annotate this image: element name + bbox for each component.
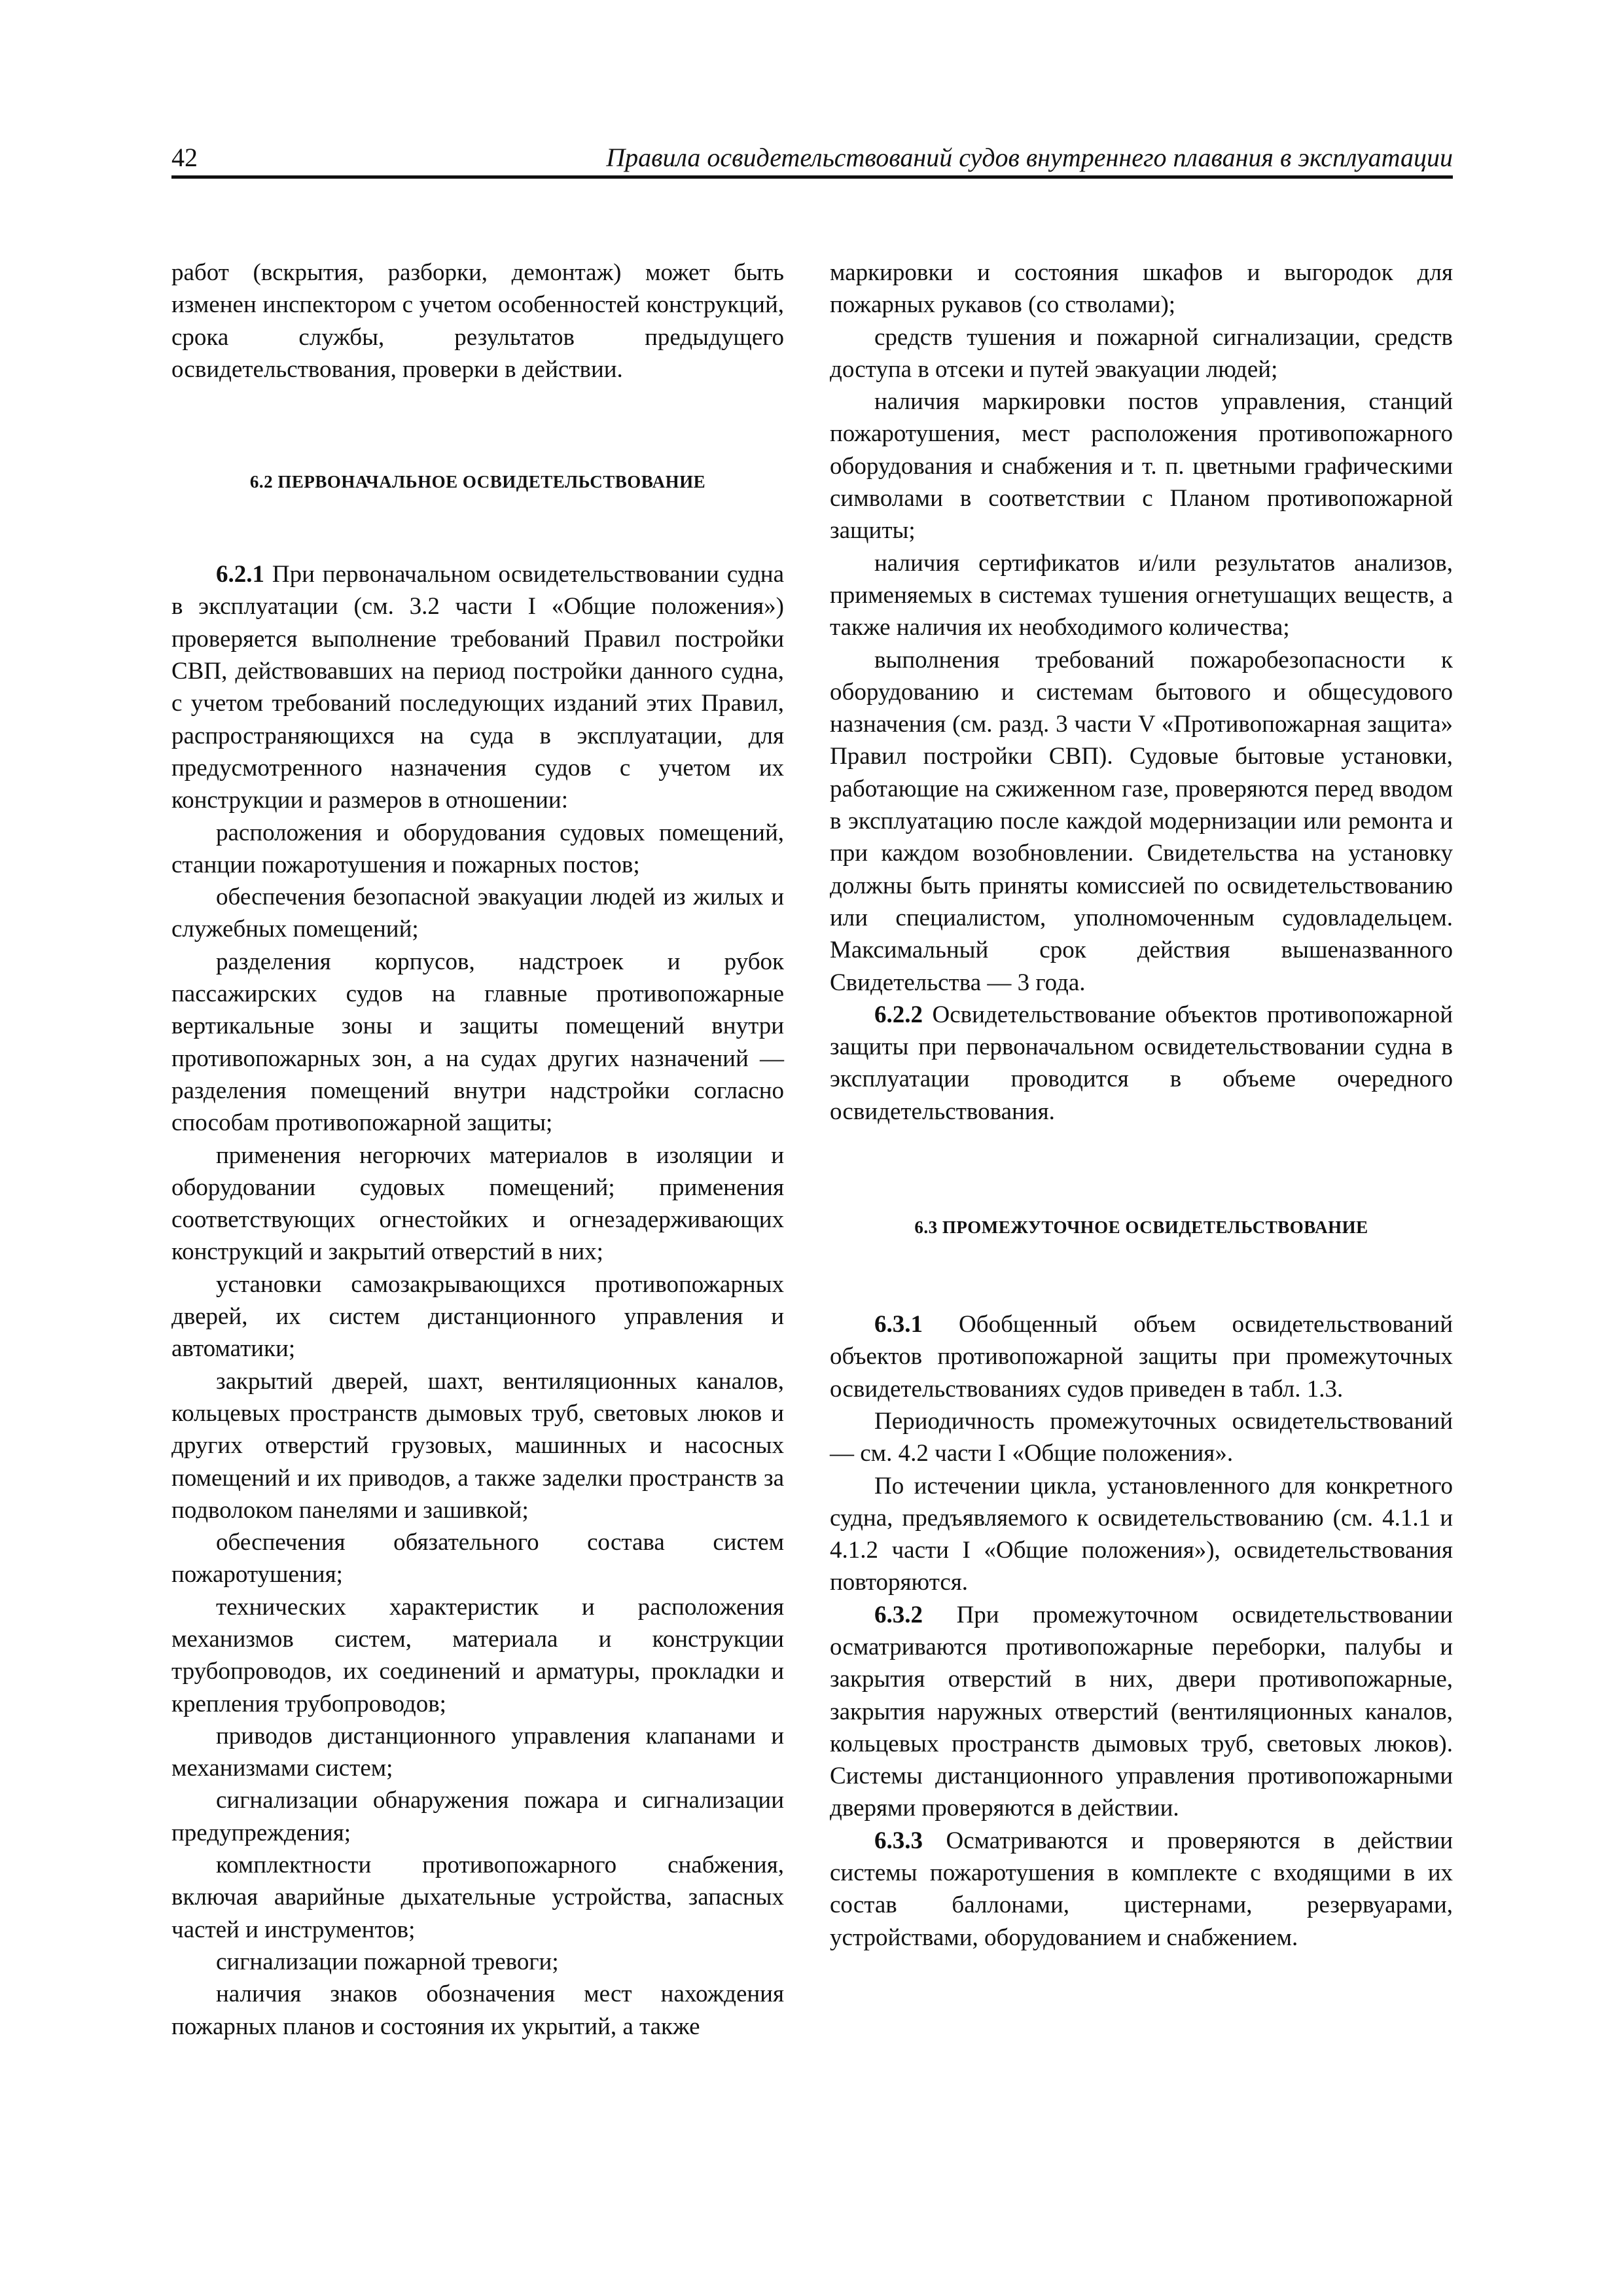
paragraph-number: 6.3.2	[874, 1601, 923, 1628]
paragraph-text: При промежуточном освидетельствовании осматриваются противопожарные переборки, палубы и закрытия отверстий в них, двери противопожарные, закрытия наружных отверстий (вентиляционных каналов, кольцевых пространств дымовых труб, световых люков). Системы дистанционного управления противопожарными дверями проверяются в действии.	[830, 1601, 1453, 1822]
page-header	[171, 141, 1453, 181]
list-item: разделения корпусов, надстроек и рубок пассажирских судов на главные противопожарные вертикальные зоны и защиты помещений внутри противопожарных зон, а на судах других назначений — разделения помещений внутри надстройки согласно способам противопожарной защиты;	[171, 948, 784, 1137]
paragraph-6-3-3	[830, 1825, 1453, 1954]
paragraph-number: 6.3.1	[874, 1311, 923, 1338]
paragraph-text: Освидетельствование объектов противопожарной защиты при первоначальном освидетельствовании судна в эксплуатации проводится в объеме очередного освидетельствования.	[830, 1001, 1453, 1125]
paragraph-6-2-2	[830, 999, 1453, 1128]
paragraph-text: Обобщенный объем освидетельствований объектов противопожарной защиты при промежуточных освидетельствованиях судов приведен в табл. 1.3.	[830, 1311, 1453, 1403]
list-item: сигнализации пожарной тревоги;	[216, 1948, 559, 1975]
list-item: наличия знаков обозначения мест нахождения пожарных планов и состояния их укрытий, а также	[171, 1981, 784, 2040]
list-item: обеспечения безопасной эвакуации людей из жилых и служебных помещений;	[171, 884, 784, 943]
list-item: приводов дистанционного управления клапанами и механизмами систем;	[171, 1722, 784, 1782]
list-item: средств тушения и пожарной сигнализации, средств доступа в отсеки и путей эвакуации людей;	[830, 323, 1453, 383]
section-heading-6-3: 6.3 ПРОМЕЖУТОЧНОЕ ОСВИДЕТЕЛЬСТВОВАНИЕ	[914, 1217, 1368, 1238]
list-item: технических характеристик и расположения механизмов систем, материала и конструкции трубопроводов, их соединений и арматуры, прокладки и крепления трубопроводов;	[171, 1593, 784, 1717]
paragraph-text: При первоначальном освидетельствовании судна в эксплуатации (см. 3.2 части I «Общие положения») проверяется выполнение требований Правил постройки СВП, действовавших на период постройки данного судна, с учетом требований последующих изданий этих Правил, распространяющихся на суда в эксплуатации, для предусмотренного назначения судов с учетом их конструкции и размеров в отношении:	[171, 561, 784, 814]
paragraph-number: 6.3.3	[874, 1827, 923, 1854]
list-item: комплектности противопожарного снабжения, включая аварийные дыхательные устройства, запасных частей и инструментов;	[171, 1852, 784, 1943]
paragraph-text: Осматриваются и проверяются в действии системы пожаротушения в комплекте с входящими в их состав баллонами, цистернами, резервуарами, устройствами, оборудованием и снабжением.	[830, 1827, 1453, 1951]
continued-paragraph: маркировки и состояния шкафов и выгородок для пожарных рукавов (со стволами);	[830, 259, 1453, 319]
running-title: Правила освидетельствований судов внутреннего плавания в эксплуатации	[606, 143, 1453, 172]
list-item: наличия маркировки постов управления, станций пожаротушения, мест расположения противопожарного оборудования и снабжения и т. п. цветными графическими символами в соответствии с Планом противопожарной защиты;	[830, 388, 1453, 545]
header-rule	[171, 175, 1453, 179]
periodicity-paragraph: Периодичность промежуточных освидетельствований — см. 4.2 части I «Общие положения».	[830, 1407, 1453, 1467]
list-item: выполнения требований пожаробезопасности к оборудованию и системам бытового и общесудового назначения (см. разд. 3 части V «Противопожарная защита» Правил постройки СВП). Судовые бытовые установки, работающие на сжиженном газе, проверяются перед вводом в эксплуатацию после каждой модернизации или ремонта и при каждом возобновлении. Свидетельства на установку должны быть приняты комиссией по освидетельствованию или специалистом, уполномоченным судовладельцем. Максимальный срок действия вышеназванного Свидетельства — 3 года.	[830, 646, 1453, 996]
paragraph-6-3-2	[830, 1599, 1453, 1825]
list-item: наличия сертификатов и/или результатов анализов, применяемых в системах тушения огнетушащих веществ, а также наличия их необходимого количества;	[830, 549, 1453, 641]
list-item: установки самозакрывающихся противопожарных дверей, их систем дистанционного управления и автоматики;	[171, 1270, 784, 1363]
left-column	[171, 257, 784, 2043]
right-column	[830, 257, 1453, 1954]
section-heading-6-2: 6.2 ПЕРВОНАЧАЛЬНОЕ ОСВИДЕТЕЛЬСТВОВАНИЕ	[249, 472, 706, 492]
list-item: обеспечения обязательного состава систем пожаротушения;	[171, 1529, 784, 1588]
list-item: расположения и оборудования судовых помещений, станции пожаротушения и пожарных постов;	[171, 819, 784, 878]
paragraph-number: 6.2.1	[216, 561, 264, 588]
list-item: применения негорючих материалов в изоляции и оборудовании судовых помещений; применения соответствующих огнестойких и огнезадерживающих конструкций и закрытий отверстий в них;	[171, 1141, 784, 1266]
paragraph-6-2-1	[171, 558, 784, 816]
paragraph-number: 6.2.2	[874, 1001, 923, 1028]
paragraph-6-3-1	[830, 1308, 1453, 1405]
page-number: 42	[171, 143, 198, 172]
list-item: сигнализации обнаружения пожара и сигнализации предупреждения;	[171, 1787, 784, 1846]
list-item: закрытий дверей, шахт, вентиляционных каналов, кольцевых пространств дымовых труб, световых люков и других отверстий грузовых, машинных и насосных помещений и их приводов, а также заделки пространств за подволоком панелями и зашивкой;	[171, 1367, 784, 1524]
intro-paragraph: работ (вскрытия, разборки, демонтаж) может быть изменен инспектором с учетом особенностей конструкций, срока службы, результатов предыдущего освидетельствования, проверки в действии.	[171, 259, 784, 383]
cycle-paragraph: По истечении цикла, установленного для конкретного судна, предъявляемого к освидетельствованию (см. 4.1.1 и 4.1.2 части I «Общие положения»), освидетельствования повторяются.	[830, 1472, 1453, 1596]
